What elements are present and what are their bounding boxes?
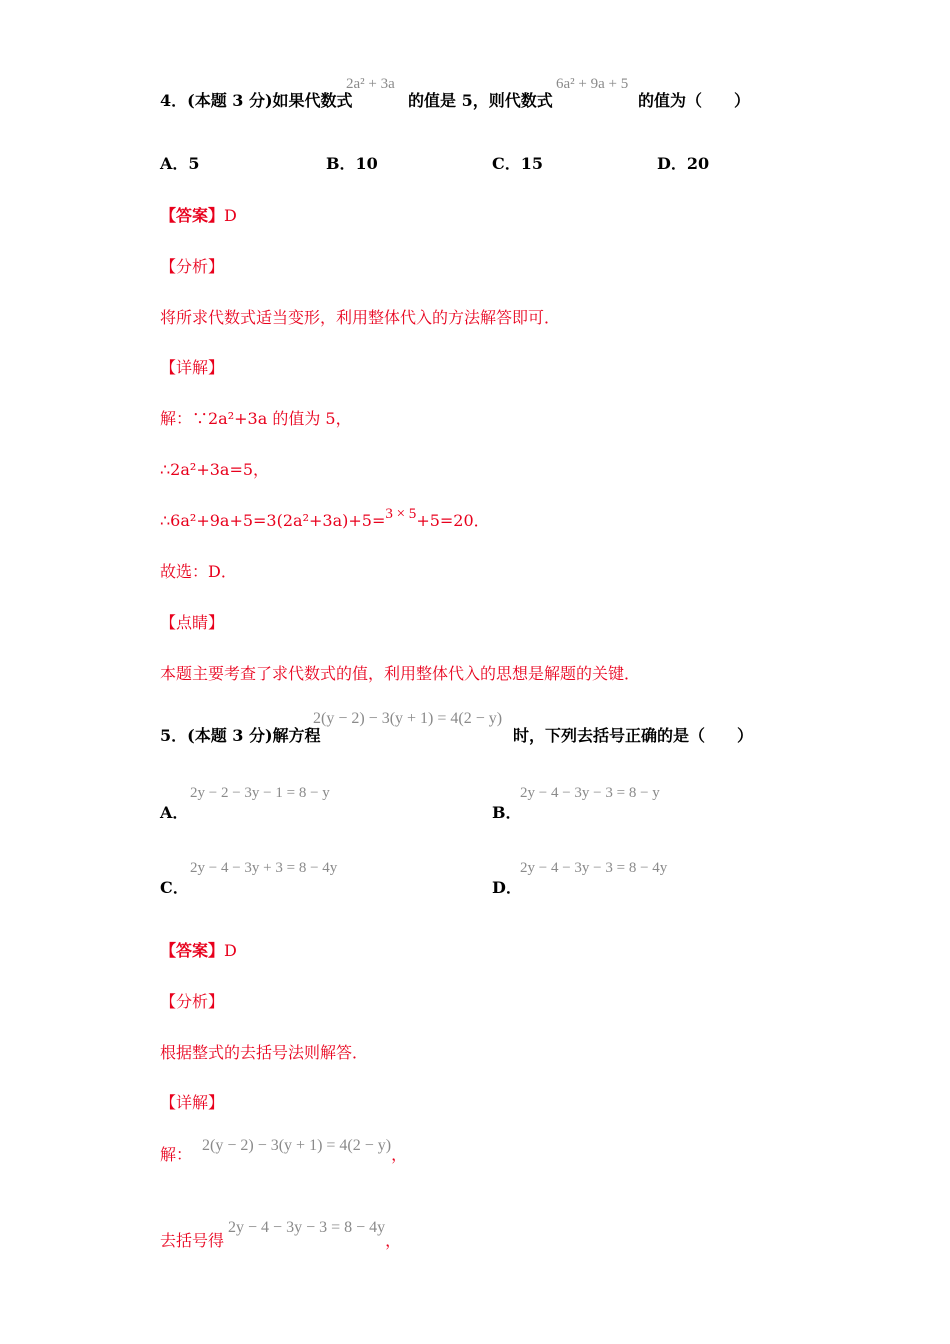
q5-stem-suffix: 时，下列去括号正确的是（ ） bbox=[513, 726, 754, 745]
q5-equation: 2(y − 2) − 3(y + 1) = 4(2 − y) bbox=[313, 710, 503, 727]
q5-detail-step-1 bbox=[160, 1137, 408, 1165]
q4-step-3-expression: 3 × 5 bbox=[385, 506, 417, 522]
q5-analysis-tag: 【分析】 bbox=[160, 992, 225, 1011]
q5-detail-tag: 【详解】 bbox=[160, 1093, 225, 1112]
q4-option-c[interactable]: C．15 bbox=[492, 154, 544, 173]
q4-stem-mid: 的值是 5，则代数式 bbox=[408, 91, 553, 110]
q5-stem-prefix: 5．(本题 3 分)解方程 bbox=[160, 726, 321, 745]
q5-detail-step-2 bbox=[160, 1219, 402, 1251]
q5-step-1-expression: 2(y − 2) − 3(y + 1) = 4(2 − y) bbox=[202, 1137, 392, 1154]
q5-option-b-expression[interactable]: 2y − 4 − 3y − 3 = 8 − y bbox=[520, 785, 660, 801]
q5-option-d-label[interactable]: D． bbox=[492, 878, 522, 897]
q5-option-a-label[interactable]: A． bbox=[160, 803, 189, 822]
q5-step-2-expression: 2y − 4 − 3y − 3 = 8 − 4y bbox=[228, 1219, 386, 1236]
q4-expression-2: 6a² + 9a + 5 bbox=[556, 76, 629, 92]
q5-step-2-end: ， bbox=[385, 1231, 402, 1250]
q4-comment-text: 本题主要考查了求代数式的值，利用整体代入的思想是解题的关键． bbox=[160, 664, 641, 683]
q4-option-a[interactable]: A．5 bbox=[160, 154, 200, 173]
q4-answer-tag: 【答案】 bbox=[160, 206, 225, 225]
q4-analysis-tag: 【分析】 bbox=[160, 257, 225, 276]
q4-detail-step-1: 解：∵2a²+3a 的值为 5， bbox=[160, 409, 352, 428]
q5-step-2-label: 去括号得 bbox=[160, 1231, 225, 1250]
q4-option-b[interactable]: B．10 bbox=[326, 154, 378, 173]
q5-answer-tag: 【答案】 bbox=[160, 941, 225, 960]
q4-step-3-part-a: ∴6a²+9a+5=3(2a²+3a)+5= bbox=[160, 511, 386, 530]
q5-answer-line bbox=[160, 938, 237, 961]
q4-stem-prefix: 4．(本题 3 分)如果代数式 bbox=[160, 91, 353, 110]
q5-step-1-label: 解： bbox=[160, 1145, 193, 1164]
q4-detail-tag: 【详解】 bbox=[160, 358, 225, 377]
q4-comment-tag: 【点睛】 bbox=[160, 613, 225, 632]
q5-analysis-text: 根据整式的去括号法则解答． bbox=[160, 1043, 369, 1062]
q4-expression-1: 2a² + 3a bbox=[346, 76, 395, 92]
q4-analysis-text: 将所求代数式适当变形，利用整体代入的方法解答即可． bbox=[160, 308, 561, 327]
q5-option-a-expression[interactable]: 2y − 2 − 3y − 1 = 8 − y bbox=[190, 785, 330, 801]
q4-choose-text: 故选：D． bbox=[160, 562, 237, 581]
q5-option-d-expression[interactable]: 2y − 4 − 3y − 3 = 8 − 4y bbox=[520, 860, 668, 876]
q4-answer-line bbox=[160, 203, 237, 226]
q5-option-b-label[interactable]: B． bbox=[492, 803, 522, 822]
q4-answer-value: D bbox=[224, 206, 237, 225]
q5-option-c-expression[interactable]: 2y − 4 − 3y + 3 = 8 − 4y bbox=[190, 860, 338, 876]
q4-stem-suffix: 的值为（ ） bbox=[638, 91, 751, 110]
q5-option-c-label[interactable]: C． bbox=[160, 878, 189, 897]
q5-step-1-end: ， bbox=[391, 1145, 408, 1164]
q4-detail-step-2: ∴2a²+3a=5， bbox=[160, 460, 270, 479]
q4-option-d[interactable]: D．20 bbox=[657, 154, 710, 173]
q5-answer-value: D bbox=[224, 941, 237, 960]
q4-step-3-part-c: +5=20． bbox=[416, 511, 490, 530]
q4-detail-step-3 bbox=[160, 508, 490, 531]
